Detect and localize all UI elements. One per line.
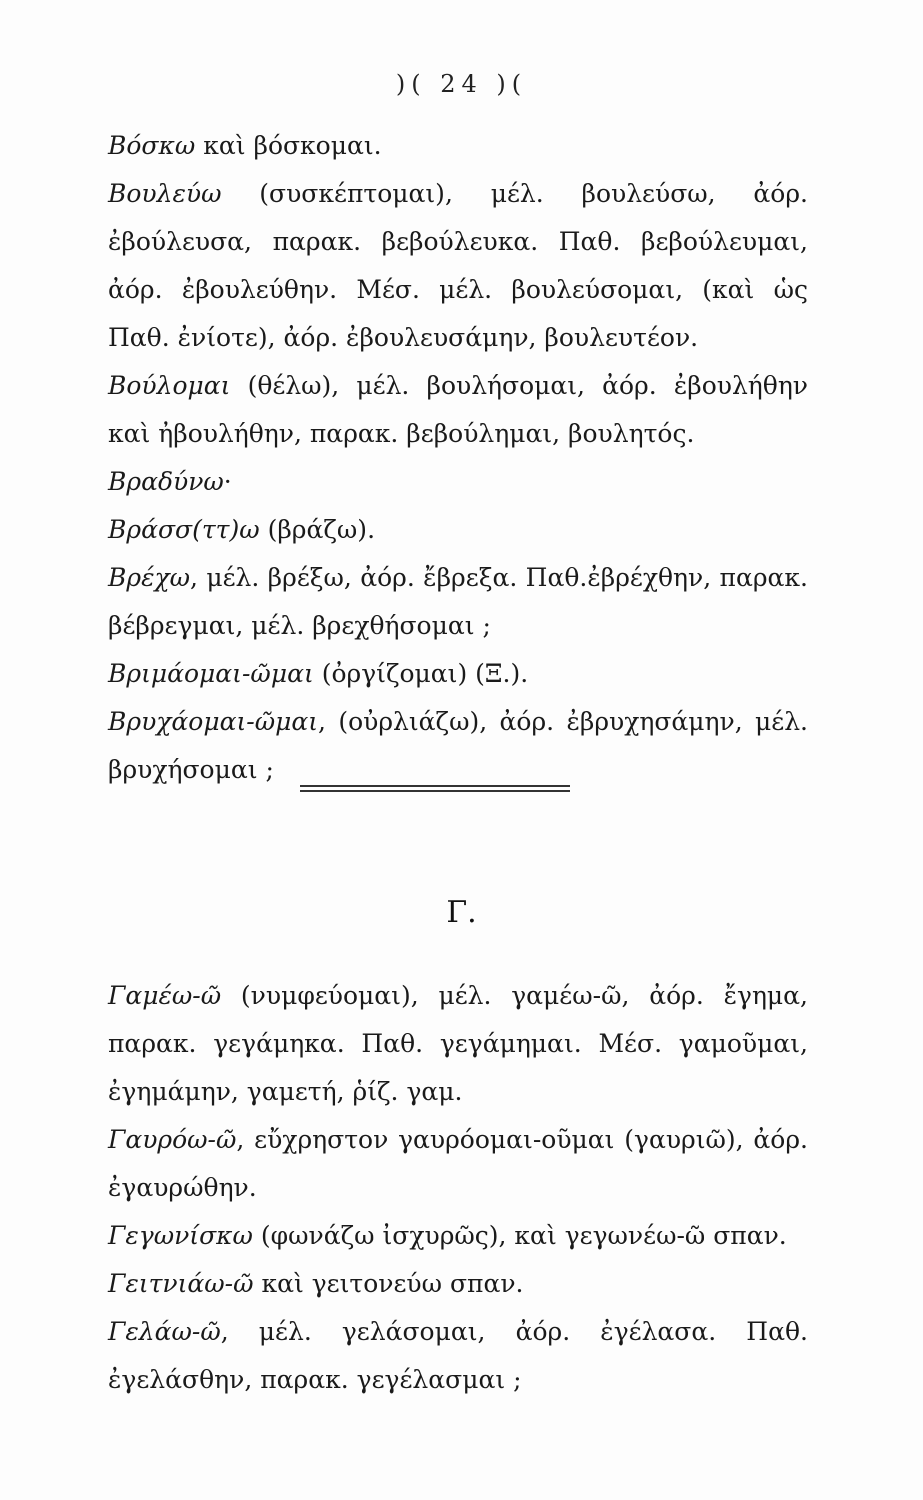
dictionary-entry bbox=[108, 362, 808, 458]
section-separator bbox=[300, 785, 570, 795]
dictionary-entry bbox=[108, 1260, 808, 1308]
section-g-entries bbox=[108, 972, 808, 1404]
separator-line bbox=[300, 790, 570, 792]
dictionary-entry bbox=[108, 1116, 808, 1212]
entry-text: , (οὐρλιάζω), ἀόρ. ἐβρυχησάμην, μέλ. βρυχήσομαι ; bbox=[108, 707, 808, 784]
entry-lemma: Βριμάομαι-ῶμαι bbox=[108, 659, 314, 688]
entry-lemma: Γελάω-ῶ bbox=[108, 1317, 221, 1346]
entry-lemma: Βράσσ(ττ)ω bbox=[108, 515, 260, 544]
entry-text: , μέλ. γελάσομαι, ἀόρ. ἐγέλασα. Παθ. ἐγελάσθην, παρακ. γεγέλασμαι ; bbox=[108, 1317, 808, 1394]
separator-line bbox=[300, 785, 570, 787]
section-letter-gamma: Γ. bbox=[446, 895, 477, 930]
section-b-entries bbox=[108, 122, 808, 794]
entry-text: , εὔχρηστον γαυρόομαι-οῦμαι (γαυριῶ), ἀόρ. ἐγαυρώθην. bbox=[108, 1125, 808, 1202]
dictionary-entry bbox=[108, 698, 808, 794]
entry-text: (φωνάζω ἰσχυρῶς), καὶ γεγωνέω-ῶ σπαν. bbox=[252, 1221, 787, 1250]
dictionary-entry bbox=[108, 554, 808, 650]
entry-lemma: Βρυχάομαι-ῶμαι bbox=[108, 707, 319, 736]
page-header: )( 24 )( bbox=[395, 70, 528, 98]
dictionary-entry bbox=[108, 1308, 808, 1404]
entry-lemma: Βραδύνω bbox=[108, 467, 224, 496]
entry-text: (βράζω). bbox=[259, 515, 376, 544]
dictionary-entry bbox=[108, 122, 808, 170]
entry-lemma: Γαυρόω-ῶ bbox=[108, 1125, 237, 1154]
entry-lemma: Γαμέω-ῶ bbox=[108, 981, 222, 1010]
dictionary-entry bbox=[108, 650, 808, 698]
dictionary-entry bbox=[108, 506, 808, 554]
dictionary-entry bbox=[108, 458, 808, 506]
dictionary-entry bbox=[108, 972, 808, 1116]
entry-text: , μέλ. βρέξω, ἀόρ. ἔβρεξα. Παθ.ἐβρέχθην, παρακ. βέβρεγμαι, μέλ. βρεχθήσομαι ; bbox=[108, 563, 808, 640]
entry-text: (θέλω), μέλ. βουλήσομαι, ἀόρ. ἐβουλήθην καὶ ἠβουλήθην, παρακ. βεβούλημαι, βουλητός. bbox=[108, 371, 808, 448]
entry-text: καὶ βόσκομαι. bbox=[195, 131, 382, 160]
entry-lemma: Βρέχω bbox=[108, 563, 191, 592]
entry-text: · bbox=[223, 467, 232, 496]
dictionary-entry bbox=[108, 1212, 808, 1260]
entry-text: καὶ γειτονεύω σπαν. bbox=[253, 1269, 524, 1298]
entry-text: (νυμφεύομαι), μέλ. γαμέω-ῶ, ἀόρ. ἔγημα, παρακ. γεγάμηκα. Παθ. γεγάμημαι. Μέσ. γαμοῦμαι, ἐγημάμην, γαμετή, ῥίζ. γαμ. bbox=[108, 981, 808, 1106]
entry-text: (συσκέπτομαι), μέλ. βουλεύσω, ἀόρ. ἐβούλευσα, παρακ. βεβούλευκα. Παθ. βεβούλευμαι, ἀόρ. ἐβουλεύθην. Μέσ. μέλ. βουλεύσομαι, (καὶ ὡς Παθ. ἐνίοτε), ἀόρ. ἐβουλευσάμην, βουλευτέον. bbox=[108, 179, 808, 352]
entry-lemma: Γεγωνίσκω bbox=[108, 1221, 253, 1250]
entry-lemma: Βούλομαι bbox=[108, 371, 231, 400]
entry-lemma: Βόσκω bbox=[108, 131, 196, 160]
entry-lemma: Βουλεύω bbox=[108, 179, 222, 208]
dictionary-entry bbox=[108, 170, 808, 362]
entry-lemma: Γειτνιάω-ῶ bbox=[108, 1269, 254, 1298]
entry-text: (ὀργίζομαι) (Ξ.). bbox=[313, 659, 529, 688]
